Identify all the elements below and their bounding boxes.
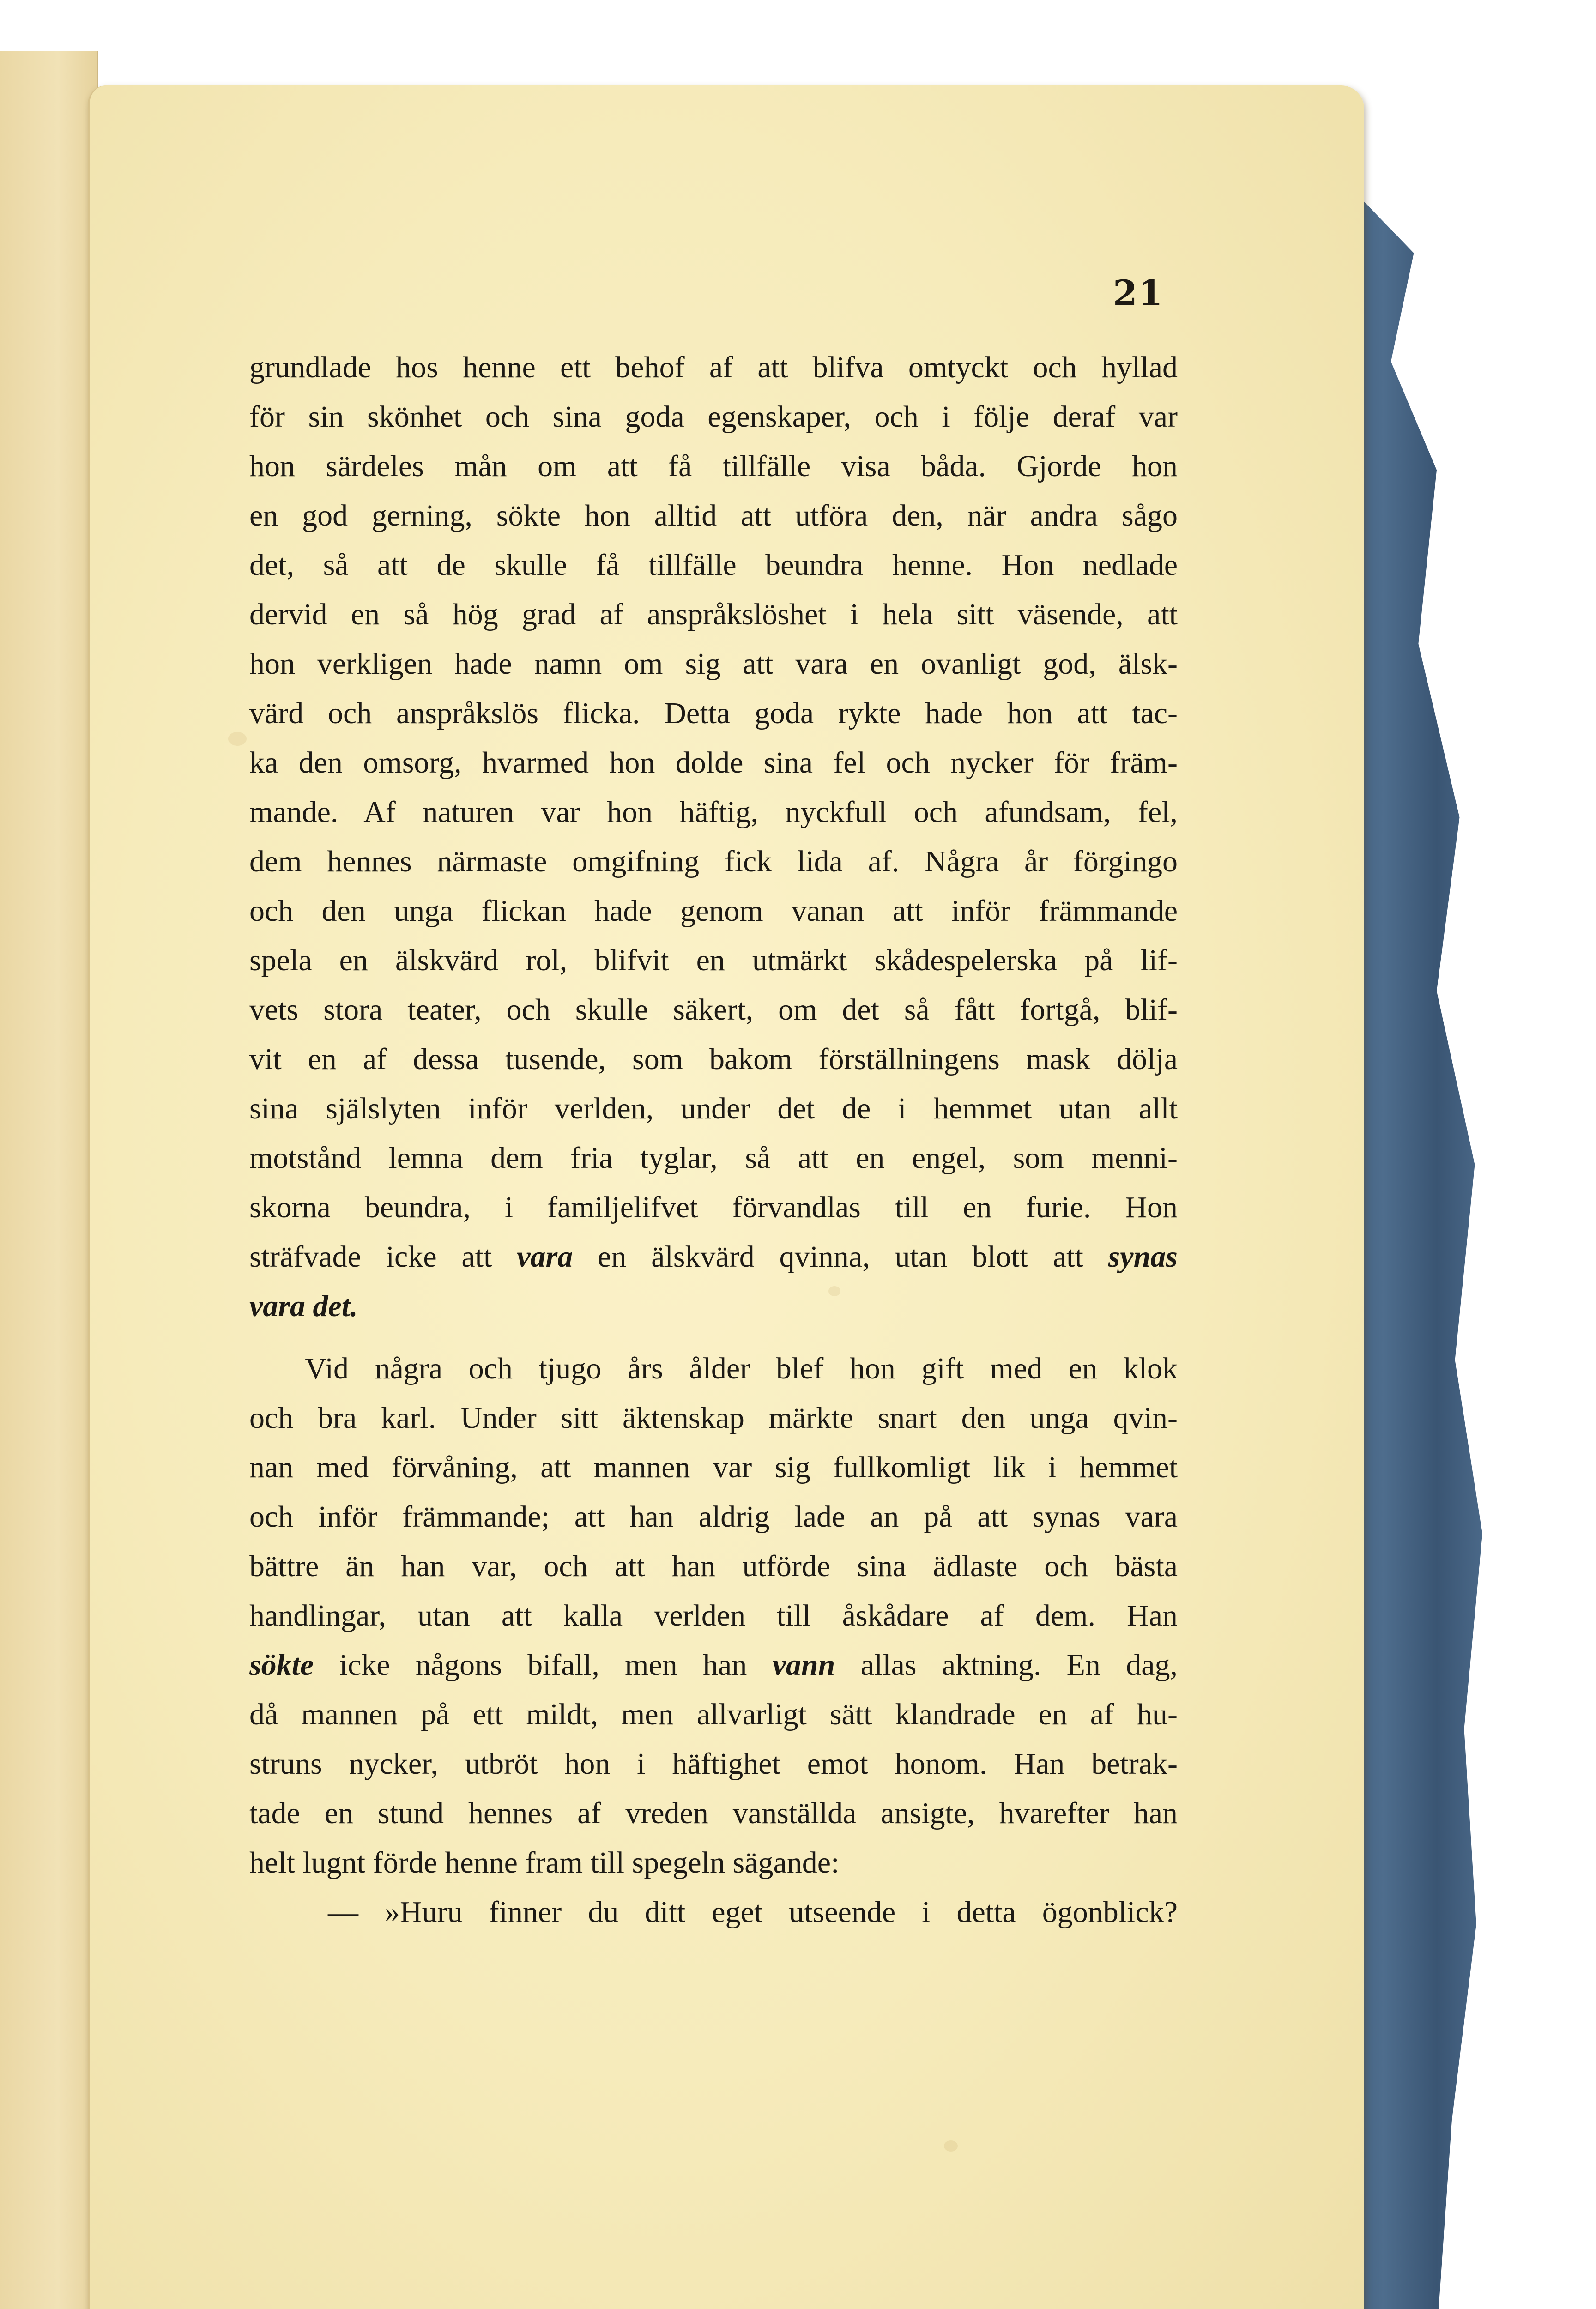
text-line: värd och anspråkslös flicka. Detta goda rykte hade hon att tac-	[249, 696, 1178, 730]
text-line: grundlade hos henne ett behof af att blifva omtyckt och hyllad	[249, 351, 1178, 384]
foxing-spot	[228, 732, 247, 746]
paragraph-start: Vid några och tjugo års ålder blef hon gift med en klok	[305, 1352, 1178, 1385]
text-line: hon verkligen hade namn om sig att vara en ovanligt god, älsk-	[249, 647, 1178, 681]
text-line: mande. Af naturen var hon häftig, nyckfull och afundsam, fel,	[249, 795, 1178, 829]
text-line: en god gerning, sökte hon alltid att utföra den, när andra sågo	[249, 499, 1178, 532]
text-span: allas aktning. En dag,	[860, 1648, 1178, 1682]
text-line: dem hennes närmaste omgifning fick lida af. Några år förgingo	[249, 845, 1178, 878]
text-line: det, så att de skulle få tillfälle beundra henne. Hon nedlade	[249, 548, 1178, 582]
text-line-emphasis	[249, 1640, 1178, 1690]
text-line: ka den omsorg, hvarmed hon dolde sina fel och nycker för främ-	[249, 746, 1178, 780]
text-line: struns nycker, utbröt hon i häftighet emot honom. Han betrak-	[249, 1747, 1178, 1781]
text-line: helt lugnt förde henne fram till spegeln sägande:	[249, 1846, 840, 1880]
emphasis-text: synas	[1108, 1240, 1178, 1274]
text-line: vit en af dessa tusende, som bakom förställningens mask dölja	[249, 1042, 1178, 1076]
text-line: dervid en så hög grad af anspråkslöshet i hela sitt väsende, att	[249, 598, 1178, 631]
emphasis-text: vann	[772, 1648, 835, 1682]
emphasis-text: vara	[517, 1240, 573, 1274]
text-span: icke någons bifall, men han	[339, 1648, 747, 1682]
text-line: motstånd lemna dem fria tyglar, så att en engel, som menni-	[249, 1141, 1178, 1175]
text-line: spela en älskvärd rol, blifvit en utmärkt skådespelerska på lif-	[249, 943, 1178, 977]
text-line: hon särdeles mån om att få tillfälle visa båda. Gjorde hon	[249, 449, 1178, 483]
text-span: sträfvade icke att	[249, 1240, 492, 1274]
text-line: sina själslyten inför verlden, under det de i hemmet utan allt	[249, 1092, 1178, 1125]
text-line-emphasis	[249, 1281, 1178, 1331]
text-line: bättre än han var, och att han utförde sina ädlaste och bästa	[249, 1549, 1178, 1583]
page-number: 21	[1113, 272, 1164, 314]
text-line-emphasis	[249, 1232, 1178, 1281]
text-line: för sin skönhet och sina goda egenskaper, och i följe deraf var	[249, 400, 1178, 434]
emphasis-text: vara det.	[249, 1289, 358, 1323]
text-span: en älskvärd qvinna, utan blott att	[598, 1240, 1083, 1274]
text-line: och den unga flickan hade genom vanan att inför främmande	[249, 894, 1178, 928]
emphasis-text: sökte	[249, 1648, 314, 1682]
text-line: skorna beundra, i familjelifvet förvandlas till en furie. Hon	[249, 1191, 1178, 1224]
text-line: då mannen på ett mildt, men allvarligt sätt klandrade en af hu-	[249, 1698, 1178, 1731]
dialogue-line: — »Huru finner du ditt eget utseende i detta ögonblick?	[328, 1895, 1178, 1929]
text-line: och inför främmande; att han aldrig lade an på att synas vara	[249, 1500, 1178, 1534]
body-text	[249, 343, 1178, 1937]
text-line: nan med förvåning, att mannen var sig fullkomligt lik i hemmet	[249, 1451, 1178, 1484]
text-line: vets stora teater, och skulle säkert, om det så fått fortgå, blif-	[249, 993, 1178, 1027]
text-line: tade en stund hennes af vreden vanställda ansigte, hvarefter han	[249, 1796, 1178, 1830]
previous-page-edge	[0, 51, 98, 2309]
foxing-spot	[944, 2140, 958, 2152]
text-line: och bra karl. Under sitt äktenskap märkte snart den unga qvin-	[249, 1401, 1178, 1435]
text-line: handlingar, utan att kalla verlden till åskådare af dem. Han	[249, 1599, 1178, 1632]
